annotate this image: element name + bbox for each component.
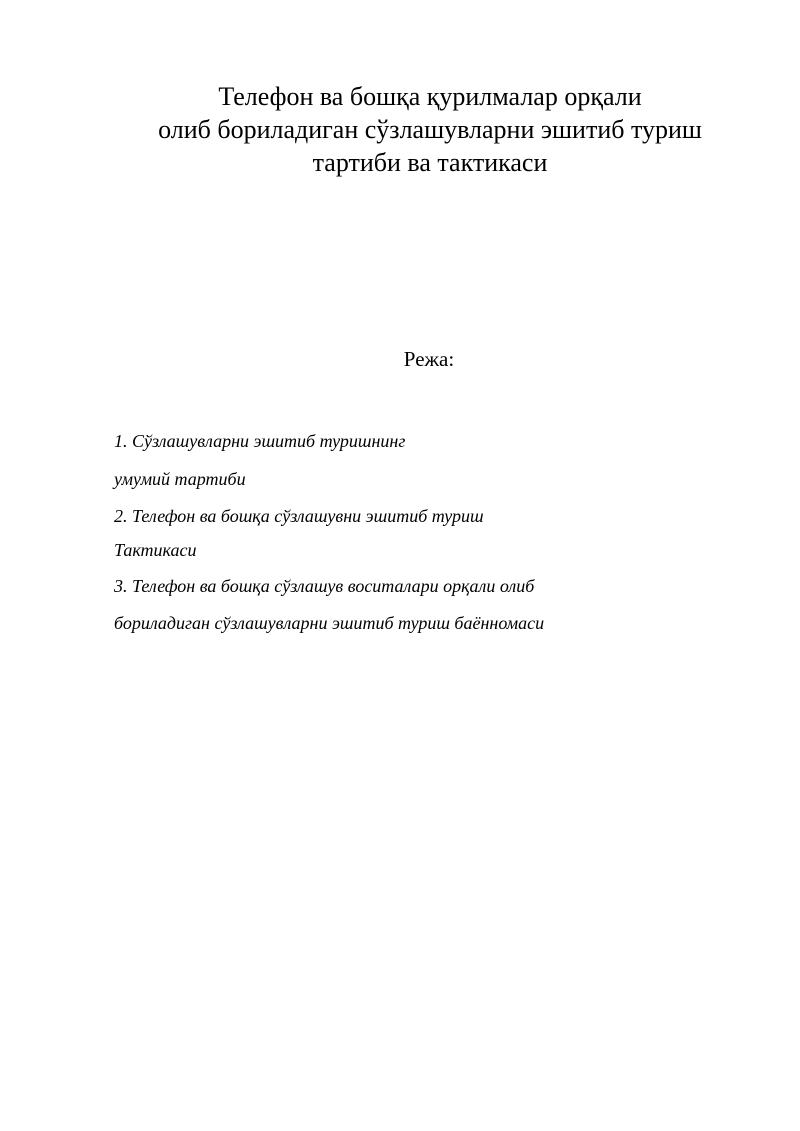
plan-item-1-line-1: 1. Сўзлашувларни эшитиб туришнинг [114, 431, 406, 451]
title-line-2: олиб бориладиган сўзлашувларни эшитиб туриш [158, 115, 702, 144]
plan-item-3-line-2: бориладиган сўзлашувларни эшитиб туриш баённомаси [114, 613, 545, 633]
document-title [60, 80, 800, 179]
title-line-3: тартиби ва тактикаси [312, 148, 548, 177]
plan-item-2-line-1: 2. Телефон ва бошқа сўзлашувни эшитиб туриш [114, 506, 484, 526]
plan-item-1-line-2: умумий тартиби [114, 469, 246, 489]
plan-heading: Режа: [403, 347, 455, 371]
plan-item-3-line-1: 3. Телефон ва бошқа сўзлашув воситалари орқали олиб [114, 576, 535, 596]
plan-item-2-line-2: Тактикаси [114, 540, 197, 560]
title-line-1: Телефон ва бошқа қурилмалар орқали [218, 82, 642, 111]
